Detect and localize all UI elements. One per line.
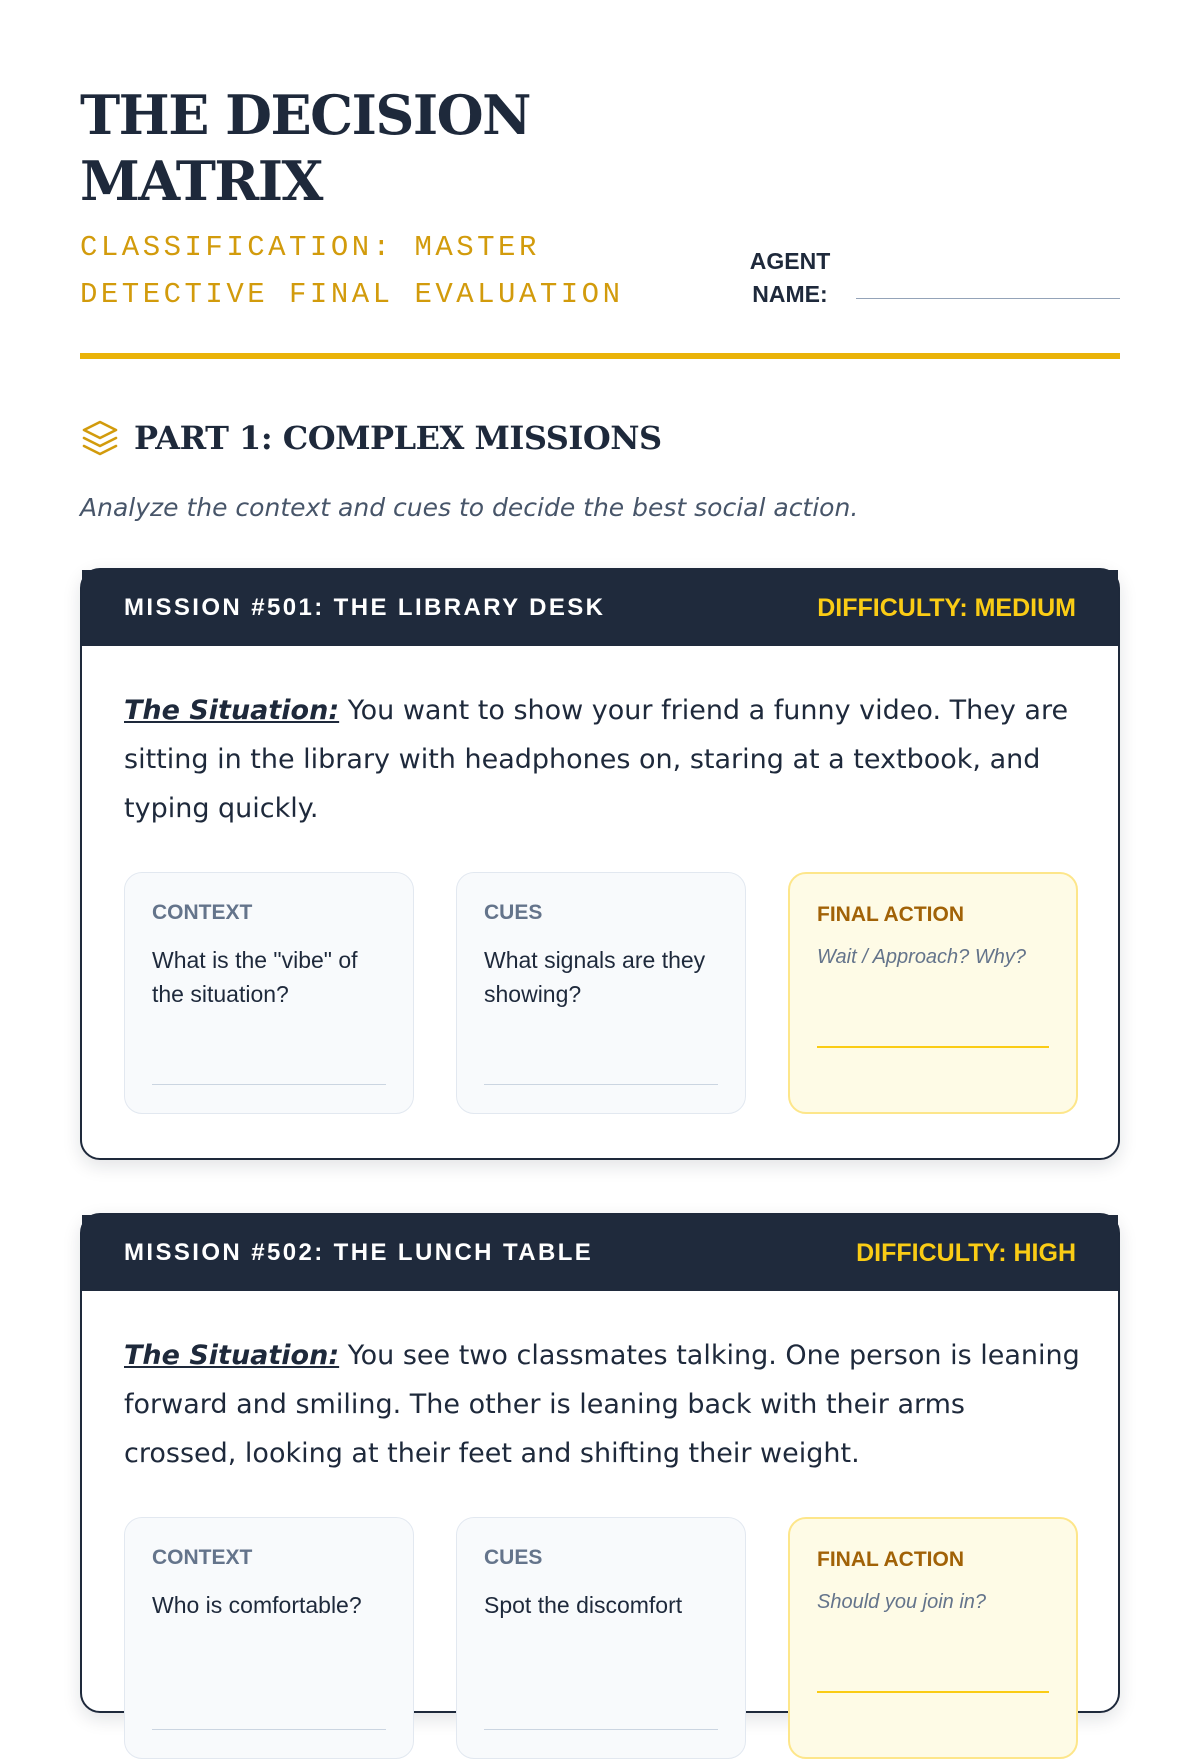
situation-text [124,686,1084,833]
final-action-label: FINAL ACTION [817,903,964,926]
final-action-label: FINAL ACTION [817,1548,964,1571]
agent-name-label: AGENT NAME: [749,248,831,307]
context-label: CONTEXT [152,901,253,924]
mission-name: MISSION #501: THE LIBRARY DESK [124,594,606,621]
context-answer-line[interactable] [152,1729,386,1730]
cues-answer-line[interactable] [484,1084,718,1085]
agent-name-field[interactable] [856,298,1120,299]
cues-box[interactable] [456,1517,746,1759]
situation-text [124,1331,1084,1478]
analysis-boxes [124,1517,1078,1759]
context-box[interactable] [124,1517,414,1759]
mission-header [82,570,1118,646]
mission-name: MISSION #502: THE LUNCH TABLE [124,1239,594,1266]
context-answer-line[interactable] [152,1084,386,1085]
final-action-hint: Should you join in? [817,1591,987,1613]
cues-answer-line[interactable] [484,1729,718,1730]
page-title: THE DECISION MATRIX [80,83,531,213]
header-divider [80,353,1120,359]
context-question: Who is comfortable? [152,1592,362,1618]
cues-box[interactable] [456,872,746,1114]
final-action-answer-line[interactable] [817,1046,1049,1048]
mission-header [82,1215,1118,1291]
final-action-answer-line[interactable] [817,1691,1049,1693]
difficulty-badge: DIFFICULTY: MEDIUM [817,593,1076,622]
context-box[interactable] [124,872,414,1114]
mission-card [80,1213,1120,1713]
cues-question: Spot the discomfort [484,1592,683,1618]
context-question: What is the "vibe" of the situation? [152,947,358,1007]
analysis-boxes [124,872,1078,1114]
cues-label: CUES [484,901,543,924]
situation-label: The Situation: [124,695,340,726]
difficulty-badge: DIFFICULTY: HIGH [856,1238,1076,1267]
final-action-box[interactable] [788,872,1078,1114]
classification-subtitle: CLASSIFICATION: MASTER DETECTIVE FINAL EVALUATION [80,231,624,311]
final-action-box[interactable] [788,1517,1078,1759]
part-instruction: Analyze the context and cues to decide the best social action. [80,493,859,522]
situation-label: The Situation: [124,1340,340,1371]
layers-icon [80,418,120,458]
cues-label: CUES [484,1546,543,1569]
situation-description: You see two classmates talking. One person is leaning forward and smiling. The other is leaning back with their arms crossed, looking at their feet and shifting their weight. [124,1340,1080,1469]
mission-card [80,568,1120,1160]
situation-description: You want to show your friend a funny video. They are sitting in the library with headphones on, staring at a textbook, and typing quickly. [124,695,1069,824]
final-action-hint: Wait / Approach? Why? [817,946,1026,968]
part-title: PART 1: COMPLEX MISSIONS [134,419,662,457]
context-label: CONTEXT [152,1546,253,1569]
cues-question: What signals are they showing? [484,947,706,1007]
